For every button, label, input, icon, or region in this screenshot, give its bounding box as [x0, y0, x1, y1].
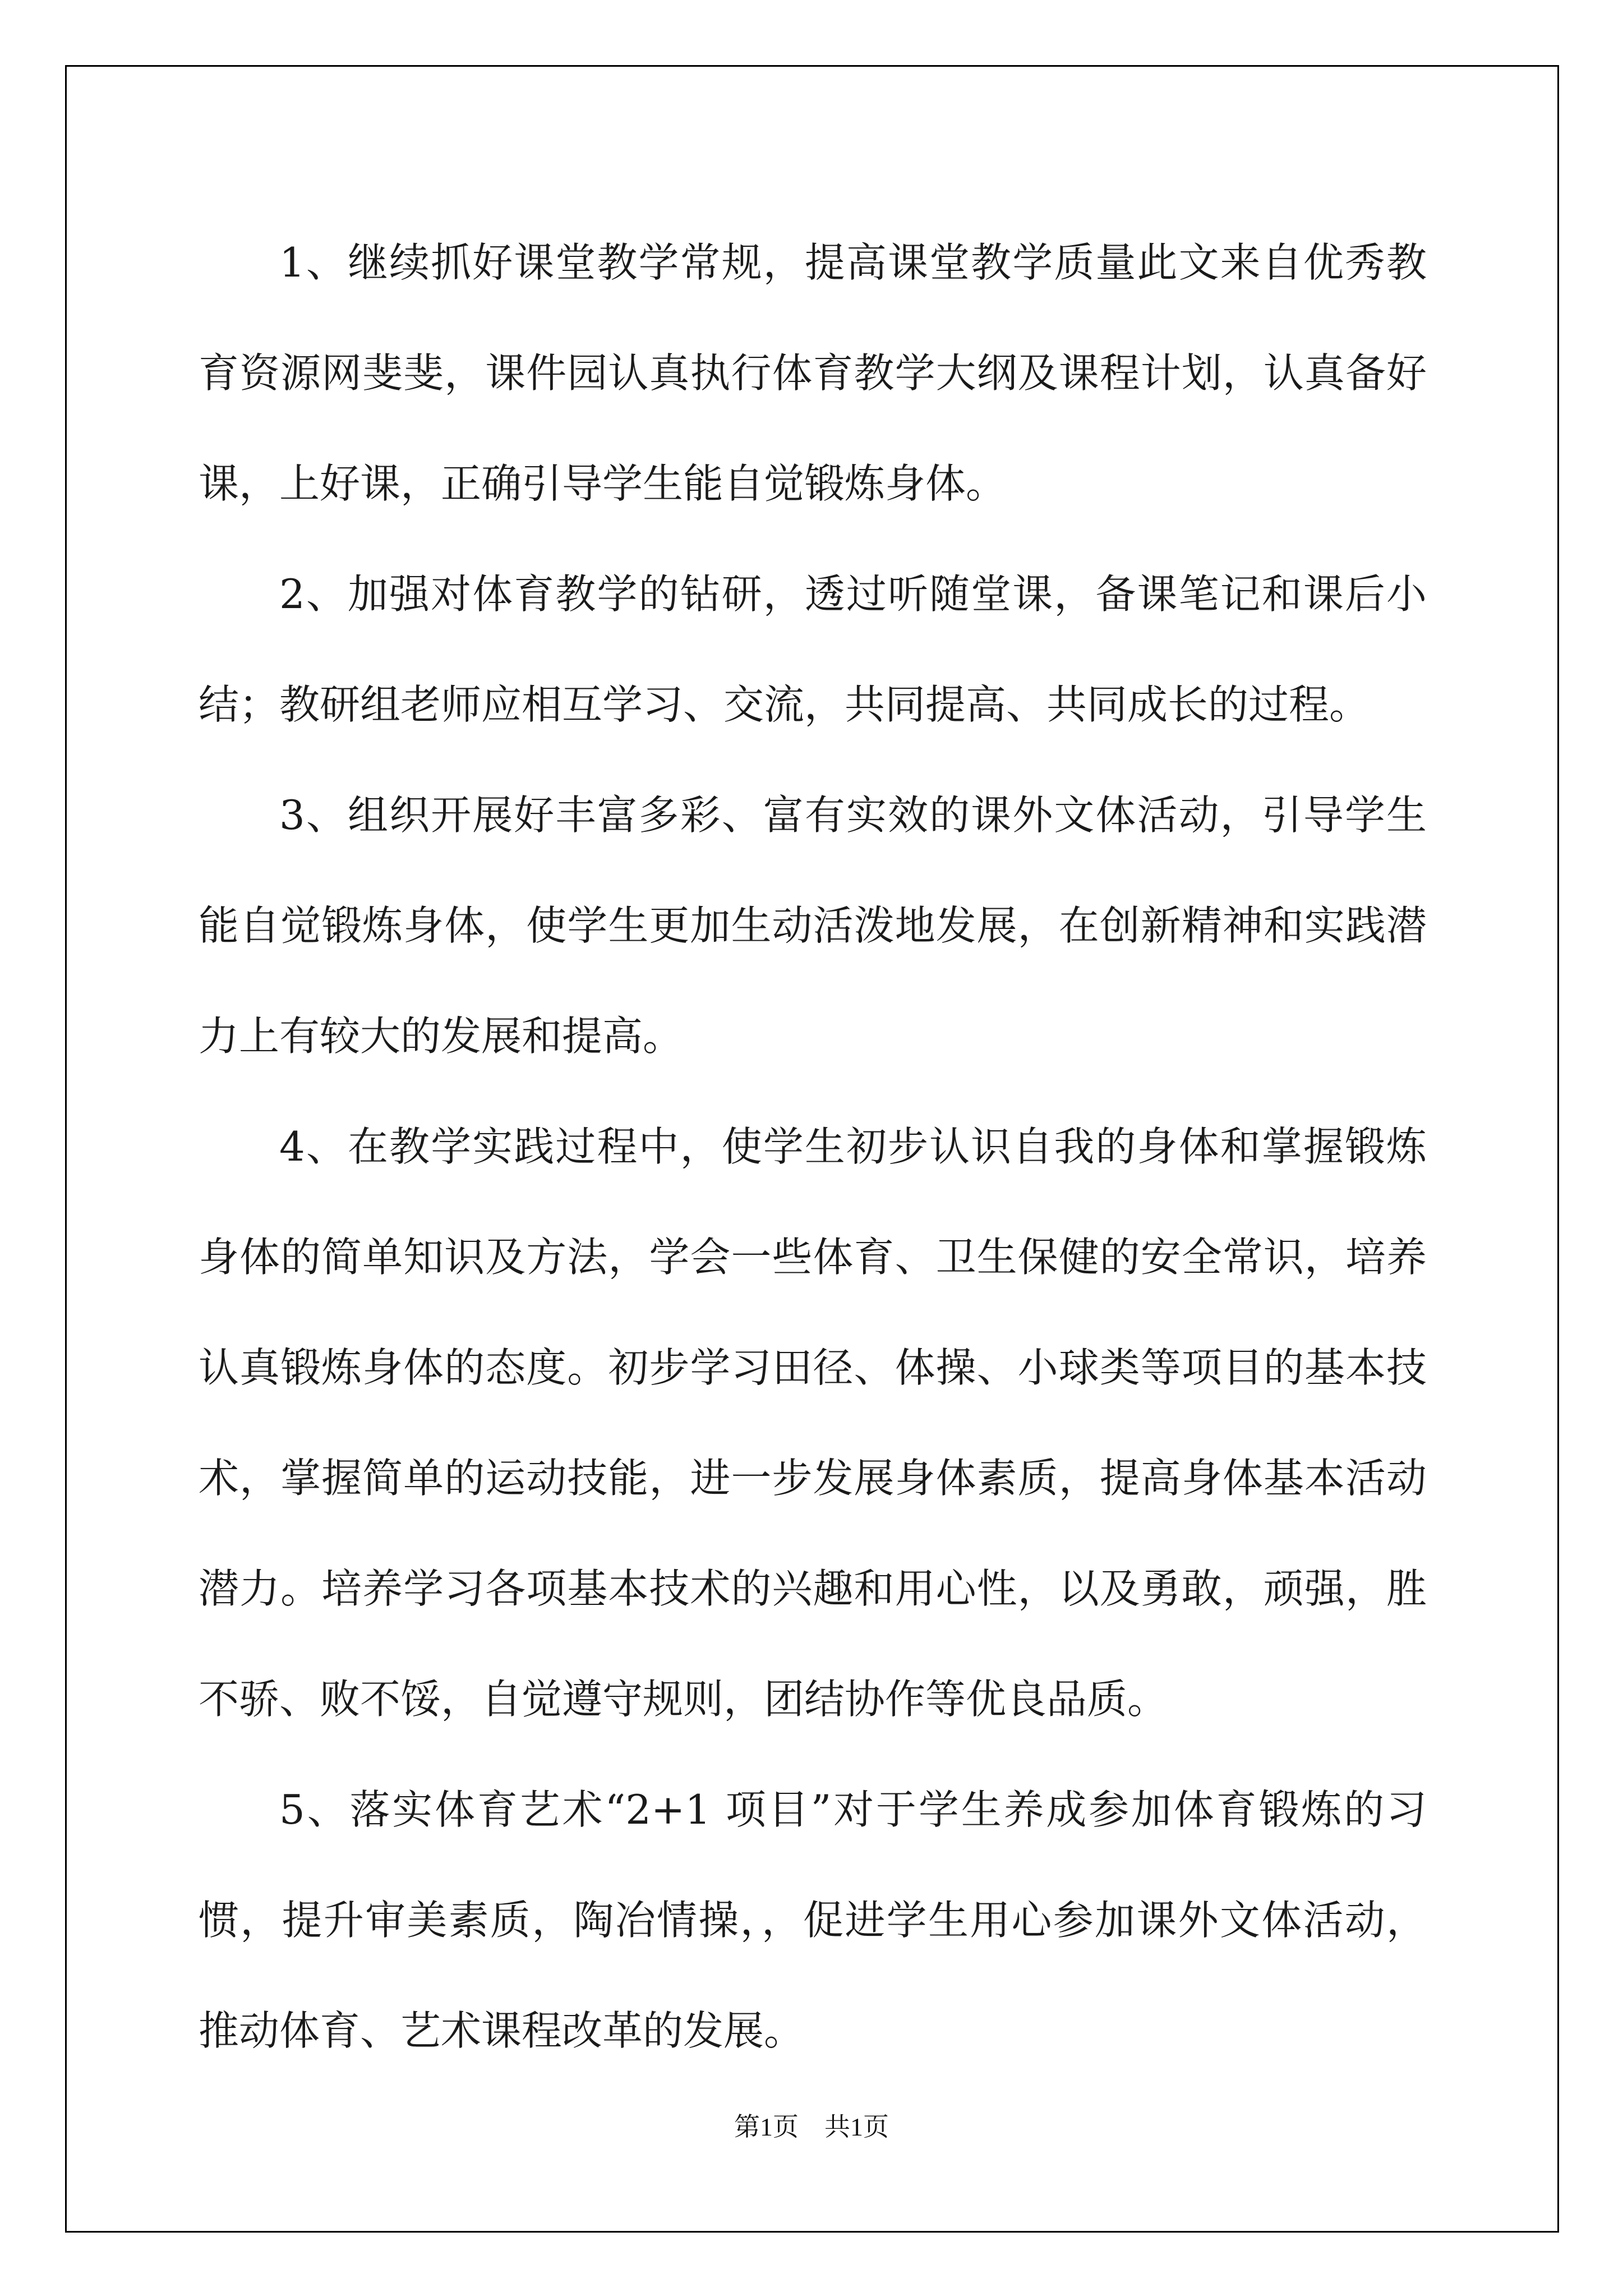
paragraph-3: 3、组织开展好丰富多彩、富有实效的课外文体活动，引导学生能自觉锻炼身体，使学生更加生动活泼地发展，在创新精神和实践潜力上有较大的发展和提高。	[199, 792, 1427, 1060]
paragraph-2: 2、加强对体育教学的钻研，透过听随堂课，备课笔记和课后小结；教研组老师应相互学习、交流，共同提高、共同成长的过程。	[199, 570, 1427, 728]
paragraph-5: 5、落实体育艺术“2+1 项目”对于学生养成参加体育锻炼的习惯，提升审美素质，陶冶情操，，促进学生用心参加课外文体活动，推动体育、艺术课程改革的发展。	[199, 1786, 1427, 2054]
paragraph-1: 1、继续抓好课堂教学常规，提高课堂教学质量此文来自优秀教育资源网斐斐，课件园认真执行体育教学大纲及课程计划，认真备好课，上好课，正确引导学生能自觉锻炼身体。	[199, 239, 1427, 507]
page-number-footer: 第1页 共1页	[734, 2113, 889, 2141]
document-body	[199, 208, 1427, 2086]
paragraph-4: 4、在教学实践过程中，使学生初步认识自我的身体和掌握锻炼身体的简单知识及方法，学会一些体育、卫生保健的安全常识，培养认真锻炼身体的态度。初步学习田径、体操、小球类等项目的基本技术，掌握简单的运动技能，进一步发展身体素质，提高身体基本活动潜力。培养学习各项基本技术的兴趣和用心性，以及勇敢，顽强，胜不骄、败不馁，自觉遵守规则，团结协作等优良品质。	[199, 1123, 1427, 1723]
